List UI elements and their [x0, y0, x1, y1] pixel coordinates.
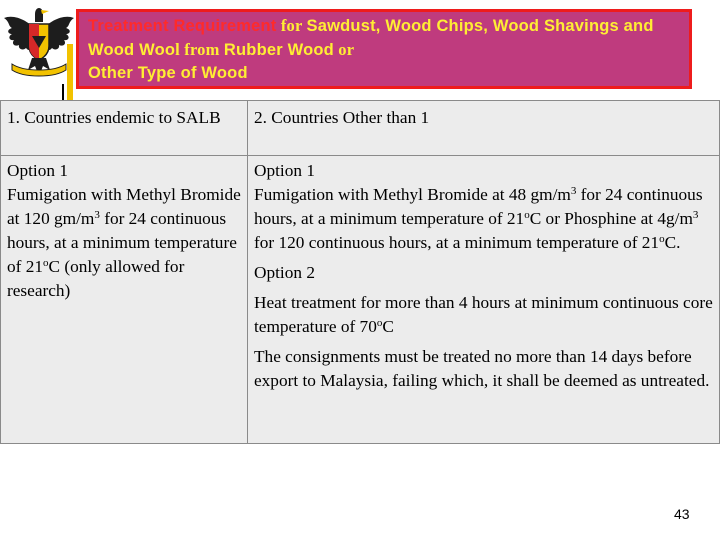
- cell-endemic-requirements: [1, 156, 247, 443]
- cell-other-requirements: [247, 156, 719, 443]
- title-text: Sawdust, Wood Chips, Wood Shavings and Wood Woo: [88, 17, 654, 59]
- option1-label: Option 1: [254, 161, 315, 180]
- fumigation-text: Fumigation with Methyl Bromide at 120 $gm/m^3$ for 24 continuous hours, at a minimum temperature of 21$^o$C (only allowed for research): [7, 185, 241, 300]
- title-text: for: [276, 16, 307, 35]
- header-cell-endemic: 1. Countries endemic to SALB: [7, 108, 221, 127]
- header-cell-other: 2. Countries Other than 1: [247, 101, 719, 155]
- title-text: Rubber Wood: [223, 41, 334, 59]
- option1-text: Fumigation with Methyl Bromide at 48 $gm/m^3$ for 24 continuous hours, at a minimum temperature of 21$^o$C or Phosphine at $4g/m^3$ for 120 continuous hours, at a minimum temperature of 21$^o$C.: [254, 185, 703, 252]
- option2-text: Heat treatment for more than 4 hours at minimum continuous core temperature of 70$^o$C: [254, 293, 713, 336]
- consignment-note: The consignments must be treated no more than 14 days before export to Malaysia, failing which, it shall be deemed as untreated.: [254, 347, 710, 390]
- title-text: l from: [175, 40, 224, 59]
- treatment-table: [0, 100, 720, 444]
- table-row: [1, 156, 719, 443]
- option2-label: Option 2: [254, 263, 315, 282]
- title-red-text: Treatment Requirement: [88, 17, 277, 35]
- table-header-row: [1, 101, 719, 156]
- title-text: Other Type of Wood: [88, 64, 248, 82]
- accent-bar: [67, 44, 73, 100]
- title-text: or: [333, 40, 355, 59]
- accent-line: [62, 84, 64, 100]
- state-crest-logo: [2, 2, 76, 80]
- option-label: Option 1: [7, 161, 68, 180]
- slide-title: [76, 9, 692, 89]
- page-number: 43: [674, 506, 690, 522]
